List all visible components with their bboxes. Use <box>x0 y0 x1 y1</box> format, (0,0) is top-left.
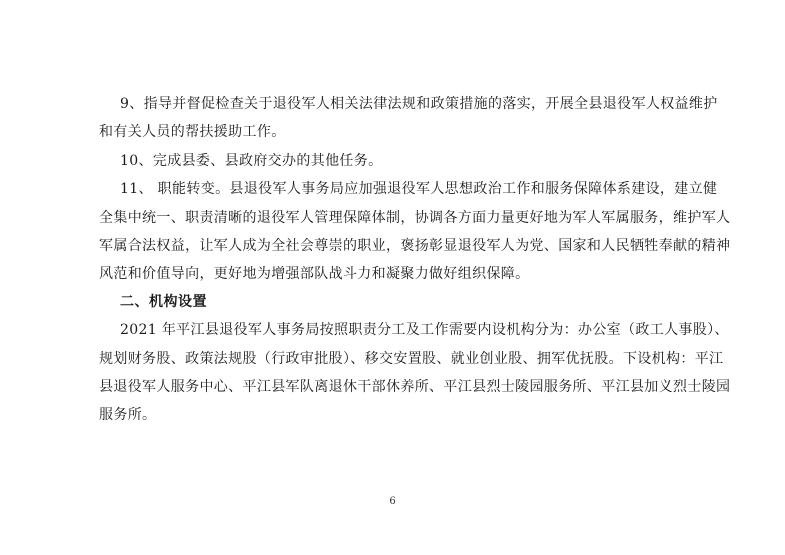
paragraph-line: 11、 职能转变。县退役军人事务局应加强退役军人思想政治工作和服务保障体系建设，建立健 <box>120 181 718 197</box>
paragraph-line: 服务所。 <box>99 407 157 423</box>
paragraph-line: 县退役军人服务中心、平江县军队离退休干部休养所、平江县烈士陵园服务所、平江县加义烈士陵园 <box>99 379 731 395</box>
paragraph-line: 和有关人员的帮扶援助工作。 <box>99 124 286 140</box>
section-heading: 二、机构设置 <box>120 294 207 310</box>
paragraph-line: 规划财务股、政策法规股（行政审批股）、移交安置股、就业创业股、拥军优抚股。下设机构：平江 <box>99 351 724 367</box>
paragraph-line: 风范和价值导向，更好地为增强部队战斗力和凝聚力做好组织保障。 <box>99 266 530 282</box>
paragraph-line: 10、完成县委、县政府交办的其他任务。 <box>120 153 383 169</box>
page-number: 6 <box>389 496 396 507</box>
paragraph-line: 2021 年平江县退役军人事务局按照职责分工及工作需要内设机构分为：办公室（政工人事股）、 <box>120 322 729 338</box>
paragraph-line: 军属合法权益，让军人成为全社会尊崇的职业，褒扬彰显退役军人为党、国家和人民牺牲奉献的精神 <box>99 238 731 254</box>
paragraph-line: 全集中统一、职责清晰的退役军人管理保障体制，协调各方面力量更好地为军人军属服务，维护军人 <box>99 210 731 226</box>
paragraph-line: 9、指导并督促检查关于退役军人相关法律法规和政策措施的落实，开展全县退役军人权益维护 <box>120 96 718 112</box>
